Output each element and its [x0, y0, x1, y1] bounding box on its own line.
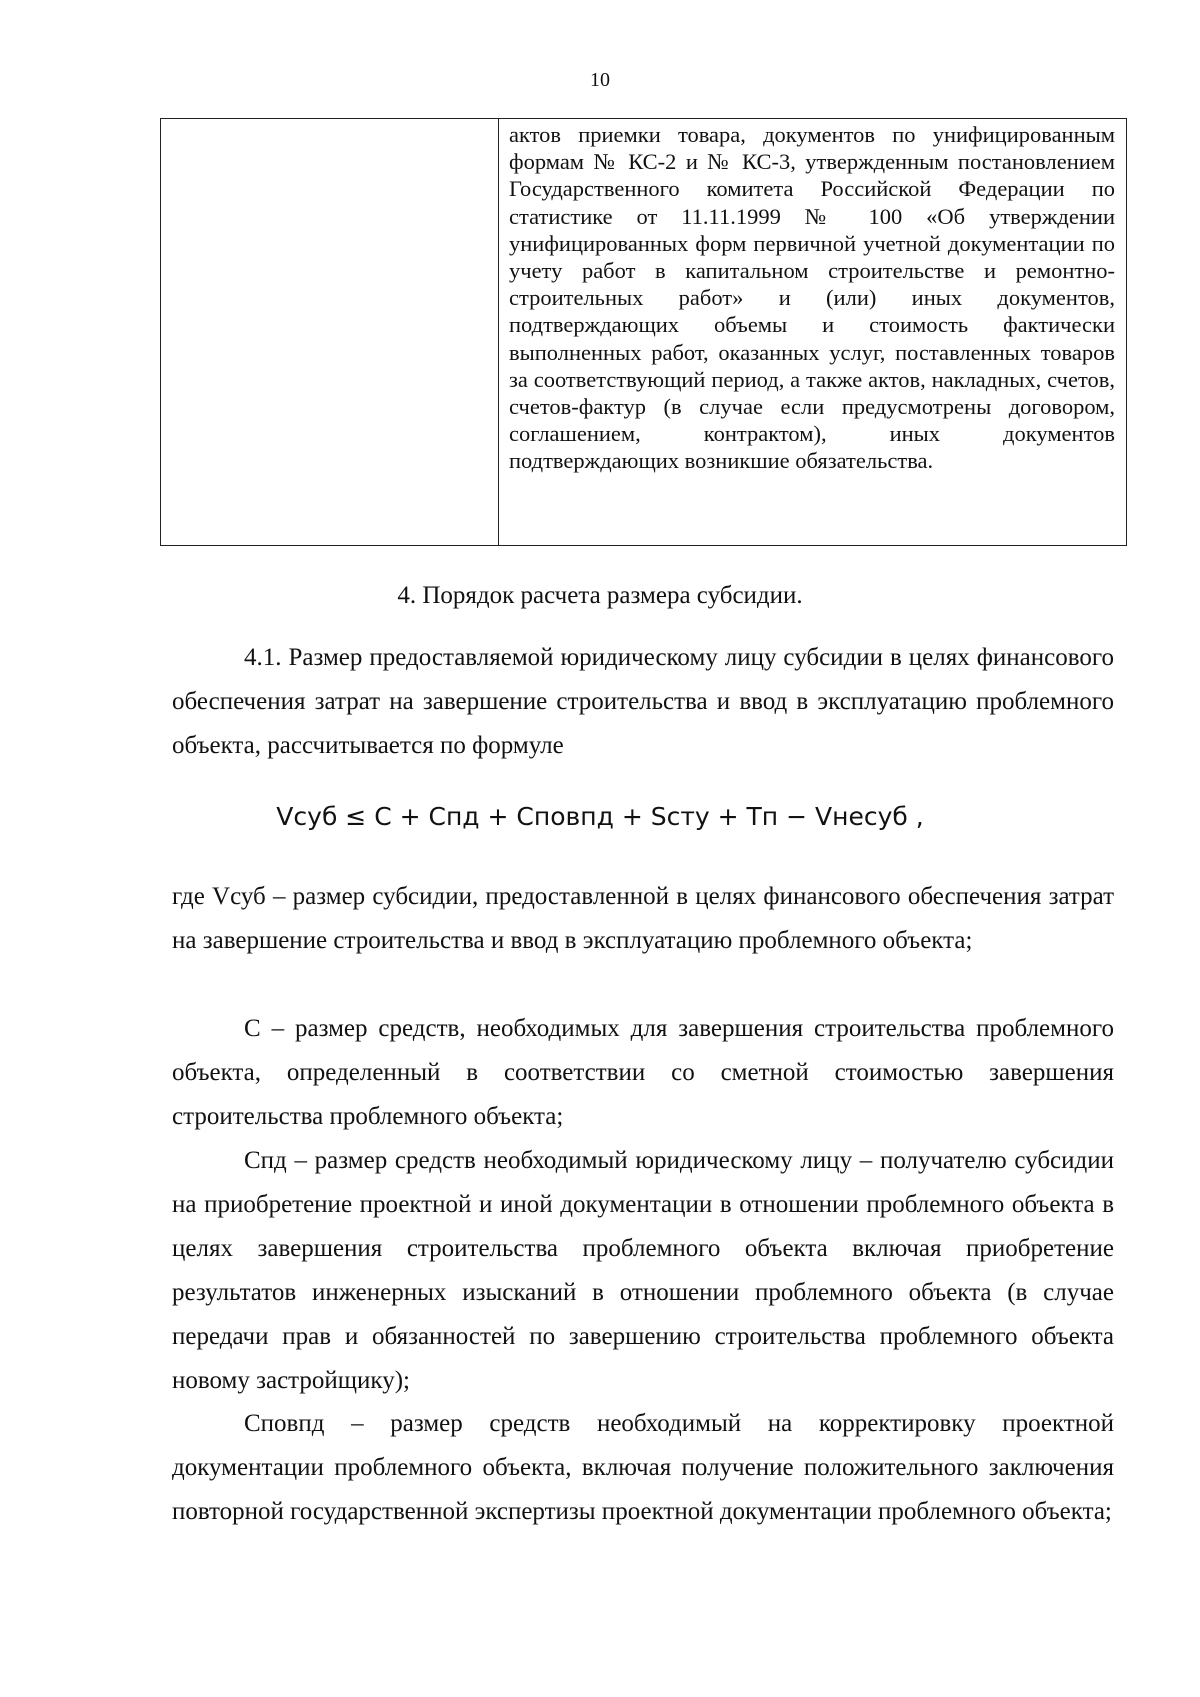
- definition-spovpd: Сповпд – размер средств необходимый на корректировку проектной документации проблемного объекта, включая получение положительного заключения повторной государственной экспертизы проектной документации проблемного объекта;: [172, 1410, 1114, 1525]
- continuation-table: [160, 118, 1127, 546]
- definition-spd: Спд – размер средств необходимый юридическому лицу – получателю субсидии на приобретение проектной и иной документации в отношении проблемного объекта в целях завершения строительства проблемного объекта включая приобретение результатов инженерных изысканий в отношении проблемного объекта (в случае передачи прав и обязанностей по завершению строительства проблемного объекта новому застройщику);: [172, 1147, 1114, 1394]
- definition-c: С – размер средств, необходимых для завершения строительства проблемного объекта, определенный в соответствии со сметной стоимостью завершения строительства проблемного объекта;: [172, 1015, 1114, 1130]
- definition-vsub: где Vсуб – размер субсидии, предоставленной в целях финансового обеспечения затрат на завершение строительства и ввод в эксплуатацию проблемного объекта;: [172, 883, 1114, 954]
- table-row: [161, 119, 1127, 546]
- table-cell-text: актов приемки товара, документов по унифицированным формам № КС-2 и № КС-3, утвержденным постановлением Государственного комитета Российской Федерации по статистике от 11.11.1999 № 100 «Об утверждении унифицированных форм первичной учетной документации по учету работ в капитальном строительстве и ремонтно-строительных работ» и (или) иных документов, подтверждающих объемы и стоимость фактически выполненных работ, оказанных услуг, поставленных товаров за соответствующий период, а также актов, накладных, счетов, счетов-фактур (в случае если предусмотрены договором, соглашением, контрактом), иных документов подтверждающих возникшие обязательства.: [509, 122, 1115, 474]
- table-cell-documents: [499, 119, 1127, 546]
- section-heading: 4. Порядок расчета размера субсидии.: [397, 582, 803, 609]
- page-number: 10: [590, 69, 610, 91]
- subsidy-formula: Vсуб ≤ С + Спд + Сповпд + Sсту + Тп − Vнесуб ,: [276, 802, 924, 831]
- paragraph-4-1: 4.1. Размер предоставляемой юридическому лицу субсидии в целях финансового обеспечения затрат на завершение строительства и ввод в эксплуатацию проблемного объекта, рассчитывается по формуле: [172, 644, 1114, 759]
- table-cell-empty: [161, 119, 499, 546]
